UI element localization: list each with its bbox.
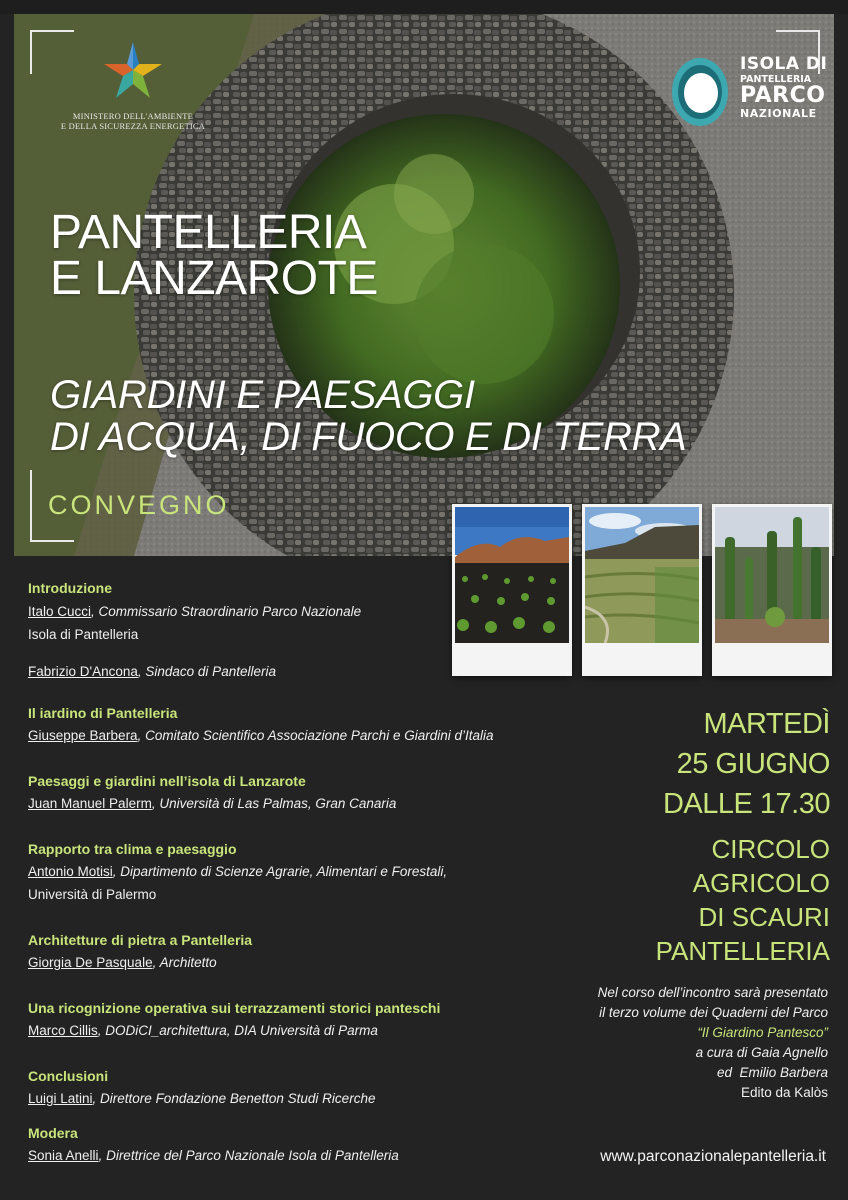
speaker-line [28, 1091, 375, 1106]
book-editors-2: ed Emilio Barbera [716, 1065, 828, 1080]
speaker-name: Giorgia De Pasquale [28, 955, 153, 970]
speaker-line [28, 1023, 378, 1038]
website-link[interactable]: www.parconazionalepantelleria.it [600, 1148, 826, 1165]
section-title: Architetture di pietra a Pantelleria [28, 932, 253, 948]
speaker-line [28, 864, 447, 879]
photo-cactus-garden [712, 504, 832, 676]
event-date-month: 25 GIUGNO [676, 748, 830, 780]
speaker-role: , Dipartimento di Scienze Agrarie, Alimentari e Forestali, [112, 864, 448, 879]
book-presentation [598, 983, 828, 1103]
speaker-line [28, 728, 494, 743]
ministry-name-line-2: E DELLA SICUREZZA ENERGETICA [60, 121, 206, 132]
speaker-role: , Commissario Straordinario Parco Nazionale [91, 604, 362, 619]
speaker-name: Fabrizio D'Ancona [28, 664, 138, 679]
top-border [0, 0, 848, 14]
venue-line-2: AGRICOLO [692, 868, 830, 898]
speaker-line [28, 604, 361, 619]
section-title: Conclusioni [28, 1068, 109, 1084]
speaker-name: Sonia Anelli [28, 1148, 99, 1163]
venue-line-1: CIRCOLO [711, 834, 830, 864]
speaker-role: , Comitato Scientifico Associazione Parchi e Giardini d’Italia [137, 728, 494, 743]
subtitle-line-1: GIARDINI E PAESAGGI [50, 373, 475, 417]
park-logo-line-1: ISOLA DI [740, 54, 828, 74]
event-venue [656, 832, 830, 968]
speaker-role: , Sindaco di Pantelleria [137, 664, 276, 679]
speaker-line [28, 796, 396, 811]
event-type: CONVEGNO [48, 490, 230, 520]
ministry-name-line-1: MINISTERO DELL'AMBIENTE [72, 111, 194, 121]
main-title [50, 206, 378, 305]
ministry-logo [48, 40, 218, 131]
subtitle [50, 374, 687, 458]
photo-terraced-valley [582, 504, 702, 676]
speaker-role-continued: Isola di Pantelleria [28, 627, 139, 642]
speaker-role-continued: Università di Palermo [28, 887, 157, 902]
speaker-role: , DODiCI_architettura, DIA Università di Parma [97, 1023, 378, 1038]
speaker-name: Italo Cucci [28, 604, 92, 619]
speaker-name: Antonio Motisi [28, 864, 113, 879]
book-editors-1: a cura di Gaia Agnello [695, 1045, 828, 1060]
book-line-2: il terzo volume dei Quaderni del Parco [599, 1005, 828, 1020]
speaker-line [28, 1148, 399, 1163]
speaker-name: Luigi Latini [28, 1091, 93, 1106]
speaker-role: , Architetto [152, 955, 217, 970]
park-logo-line-3: PARCO [740, 82, 826, 108]
speaker-role: , Direttore Fondazione Benetton Studi Ricerche [92, 1091, 376, 1106]
venue-line-4: PANTELLERIA [655, 936, 830, 966]
speaker-name: Giuseppe Barbera [28, 728, 138, 743]
speaker-name: Marco Cillis [28, 1023, 98, 1038]
book-publisher: Edito da Kalòs [740, 1085, 828, 1100]
park-logo-text [740, 56, 827, 119]
event-date [663, 704, 830, 824]
photo-vineyard-lanzarote [452, 504, 572, 676]
book-line-1: Nel corso dell’incontro sarà presentato [597, 985, 828, 1000]
section-title: Rapporto tra clima e paesaggio [28, 841, 237, 857]
venue-line-3: DI SCAURI [698, 902, 830, 932]
section-title-introduzione: Introduzione [28, 580, 112, 596]
speaker-name: Juan Manuel Palerm [28, 796, 152, 811]
speaker-line [28, 955, 217, 970]
section-title: Una ricognizione operativa sui terrazzamenti storici panteschi [28, 1000, 441, 1016]
subtitle-line-2: DI ACQUA, DI FUOCO E DI TERRA [50, 415, 687, 459]
section-title: Paesaggi e giardini nell’isola di Lanzarote [28, 773, 306, 789]
speaker-line [28, 664, 276, 679]
hero-image [14, 14, 834, 556]
section-title: Modera [28, 1125, 78, 1141]
book-title: “Il Giardino Pantesco” [697, 1025, 828, 1040]
section-title: Il iardino di Pantelleria [28, 705, 178, 721]
speaker-role: , Università di Las Palmas, Gran Canaria [151, 796, 397, 811]
speaker-role: , Direttrice del Parco Nazionale Isola di Pantelleria [98, 1148, 399, 1163]
park-logo-line-4: NAZIONALE [740, 106, 817, 120]
main-title-line-1: PANTELLERIA [50, 206, 367, 259]
main-title-line-2: E LANZAROTE [50, 252, 378, 305]
star-logo-icon [98, 40, 168, 102]
event-date-day: MARTEDÌ [703, 708, 830, 740]
event-date-time: DALLE 17.30 [662, 788, 830, 820]
park-logo-line-2: PANTELLERIA [740, 74, 812, 85]
